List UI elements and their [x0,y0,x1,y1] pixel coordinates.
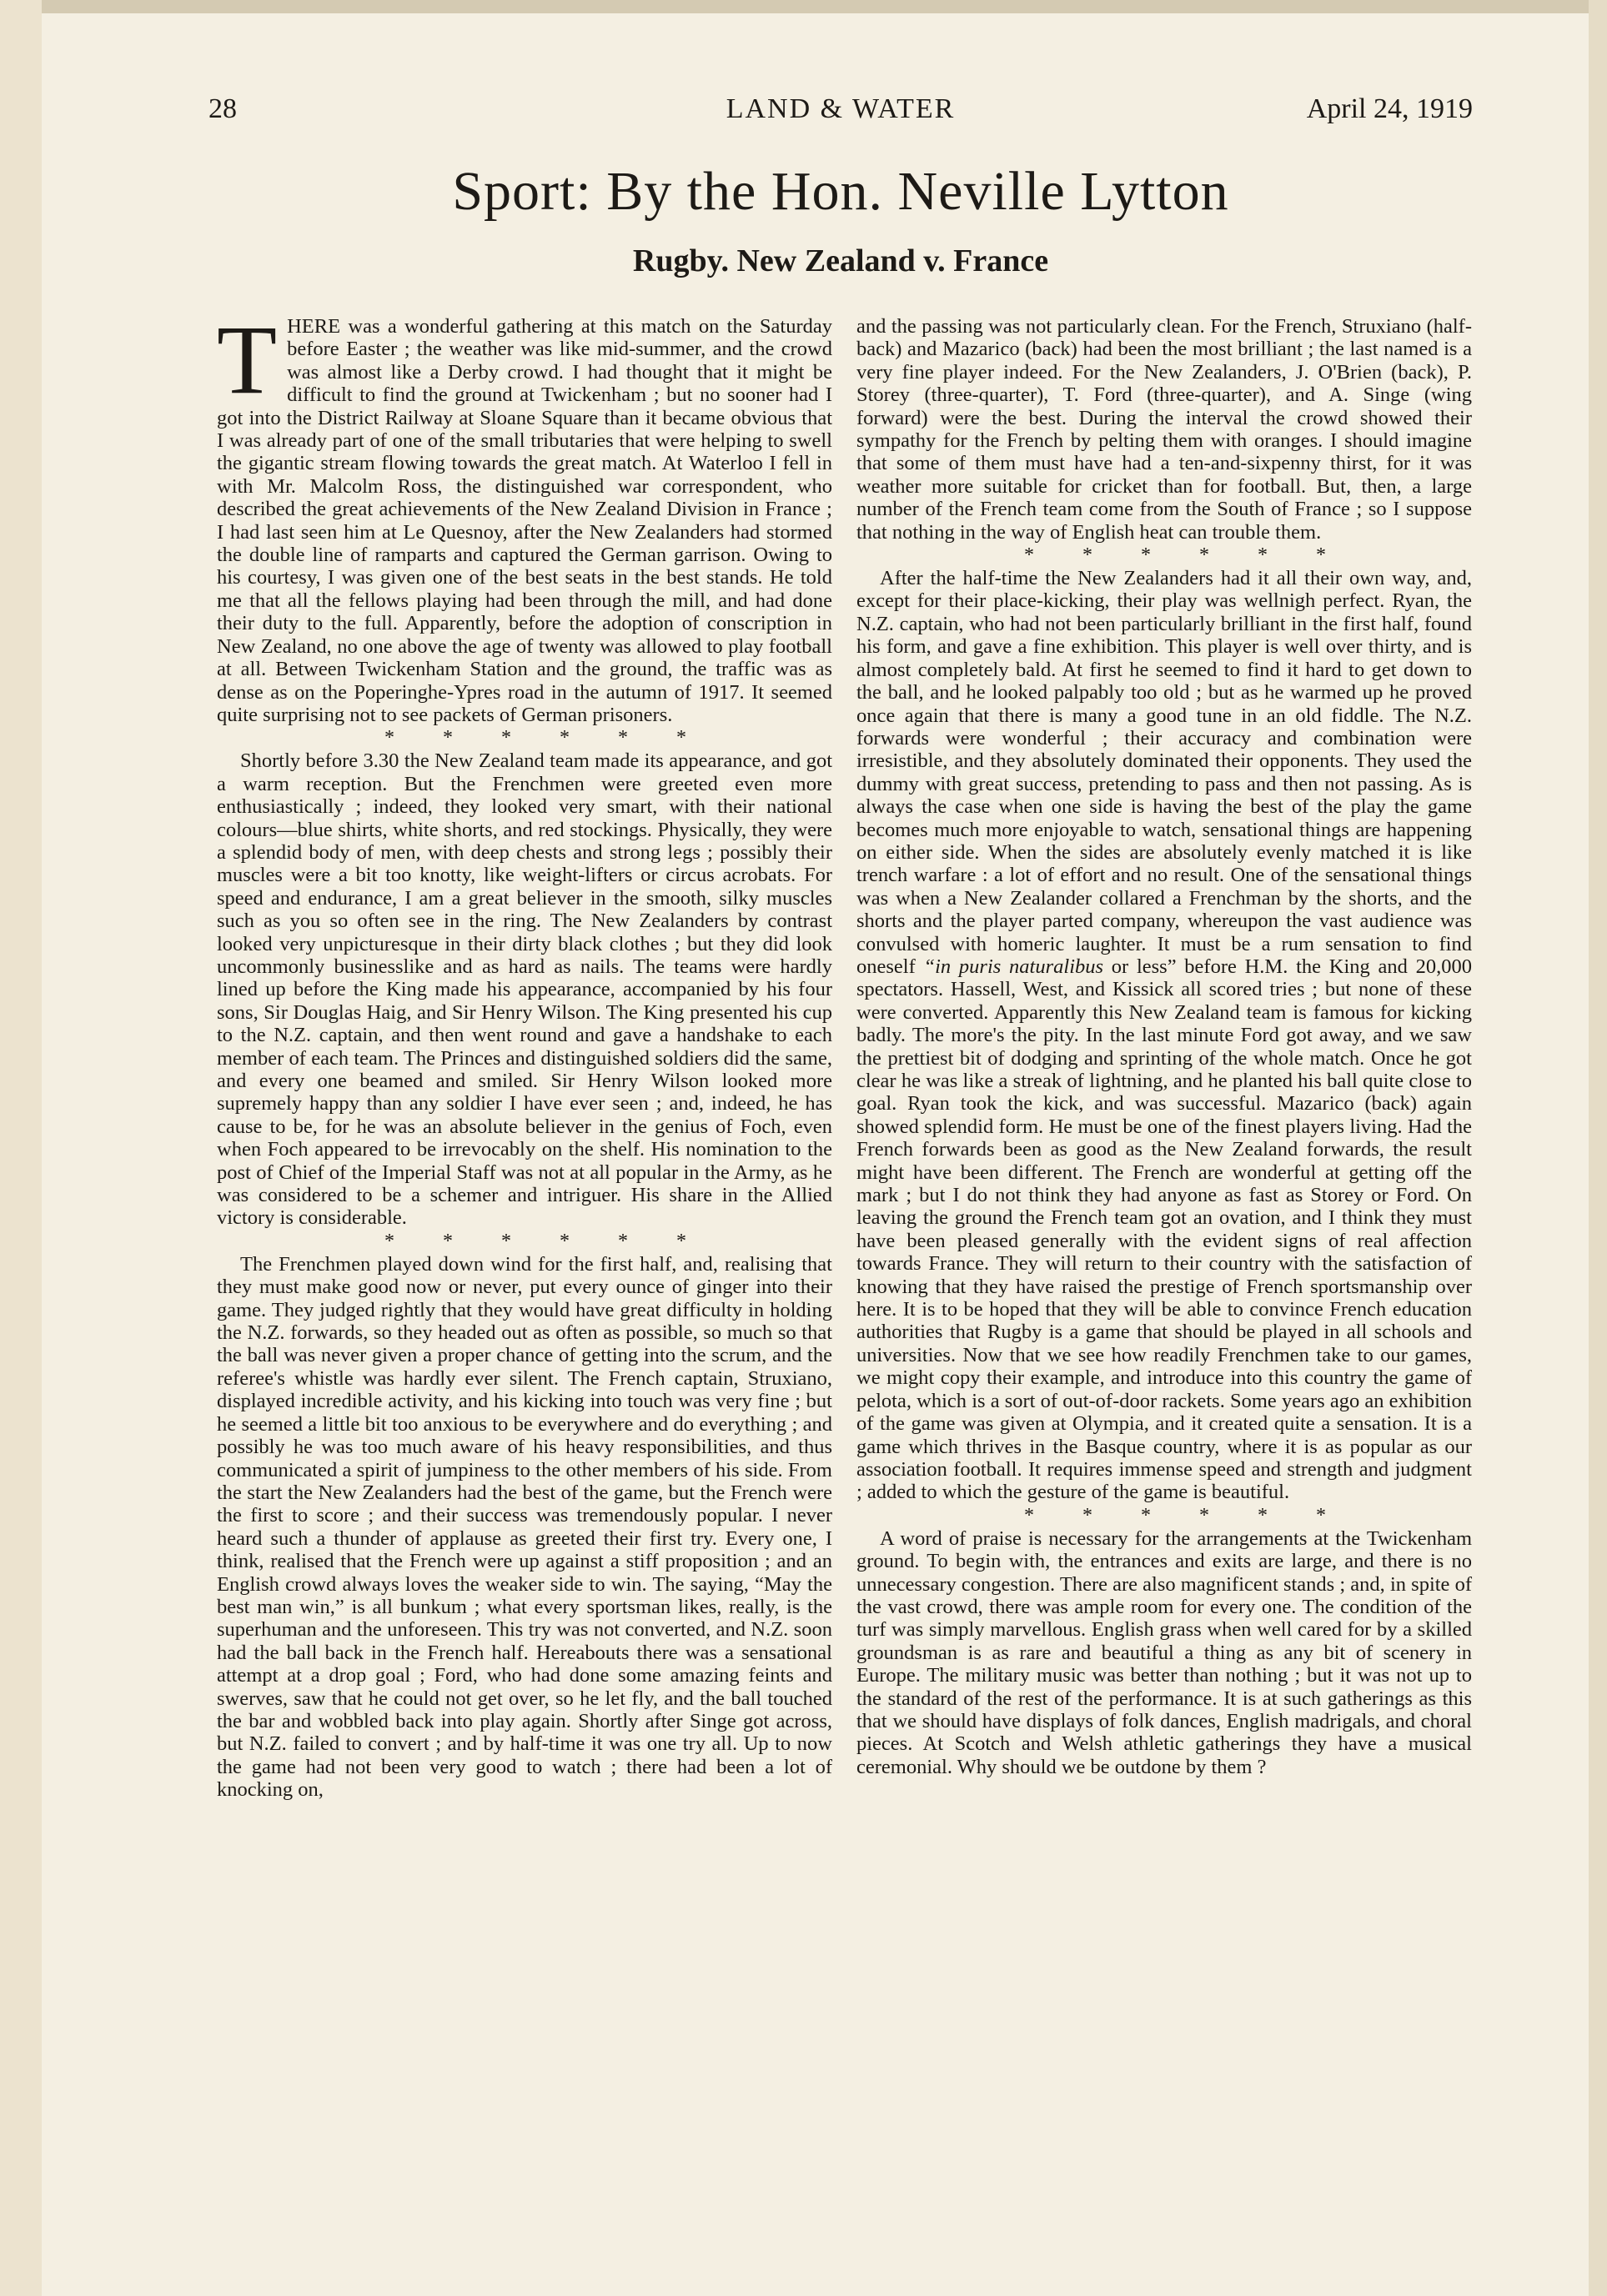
paragraph: A word of praise is necessary for the arrangements at the Twickenham ground. To begin with, the entrances and exits are large, and there is no unnecessary congestion. There are also magnificent stands ; and, in spite of the vast crowd, there was ample room for every one. The condition of the turf was simply marvellous. English grass when well cared for by a skilled groundsman is as rare and beautiful a thing as any bit of scenery in Europe. The military music was better than nothing ; but it was not up to the standard of the rest of the performance. It is at such gatherings as this that we should have displays of folk dances, English madrigals, and choral pieces. At Scotch and Welsh athletic gatherings they have a musical ceremonial. Why should we be outdone by them ? [856,1526,1472,1778]
paragraph [856,567,1472,1504]
page-number: 28 [208,93,237,124]
page-left-edge [0,0,42,2296]
paragraph-text: HERE was a wonderful gathering at this match on the Saturday before Easter ; the weather was like mid-summer, and the crowd was almost like a Derby crowd. I had thought that it might be difficult to find the ground at Twickenham ; but no sooner had I got into the District Railway at Sloane Square than it became obvious that I was already part of one of the small tributaries that were helping to swell the gigantic stream flowing towards the great match. At Waterloo I fell in with Mr. Malcolm Ross, the distinguished war correspondent, who described the great achievements of the New Zealand Division in France ; I had last seen him at Le Quesnoy, after the New Zealanders had stormed the double line of ramparts and captured the German garrison. Owing to his courtesy, I was given one of the best seats in the best stands. He told me that all the fellows playing had been through the mill, and had done their duty to the full. Apparently, before the adoption of conscription in New Zealand, no one above the age of twenty was allowed to play football at all. Between Twickenham Station and the ground, the traffic was as dense as on the Poperinghe-Ypres road in the autumn of 1917. It seemed quite surprising not to see packets of German prisoners. [217,315,832,726]
drop-cap: T [217,305,278,414]
right-column [856,315,1472,1778]
paragraph-text: After the half-time the New Zealanders had it all their own way, and, except for their place-kicking, their play was wellnigh perfect. Ryan, the N.Z. captain, who had not been particularly brilliant in the first half, found his form, and gave a fine exhibition. This player is well over thirty, and is almost completely bald. At first he seemed to find it hard to get down to the ball, and he looked palpably too old ; but as he warmed up he proved once again that there is many a good tune in an old fiddle. The N.Z. forwards were wonderful ; their accuracy and combination were irresistible, and they absolutely dominated their opponents. They used the dummy with great success, pretending to pass and then not passing. As is always the case when one side is having the best of the play the game becomes much more enjoyable to watch, sensational things are happening on either side. When the sides are absolutely evenly matched it is like trench warfare : a lot of effort and no result. One of the sensational things was when a New Zealander collared a Frenchman by the shorts, and the shorts and the player parted company, whereupon the vast audience was convulsed with homeric laughter. It must be a rum sensation to find oneself [856,567,1472,978]
left-column [217,305,832,1802]
paragraph: and the passing was not particularly clean. For the French, Struxiano (half-back) and Mazarico (back) had been the most brilliant ; the last named is a very fine player indeed. For the New Zealanders, J. O'Brien (back), P. Storey (three-quarter), T. Ford (three-quarter), and A. Singe (wing forward) were the best. During the interval the crowd showed their sympathy for the French by pelting them with oranges. I should imagine that some of them must have had a ten-and-sixpenny thirst, for it was weather more suitable for cricket than for football. But, then, a large number of the French team come from the South of France ; so I suppose that nothing in the way of English heat can trouble them. [856,315,1472,544]
section-break: * * * * * * [384,727,688,749]
paragraph: Shortly before 3.30 the New Zealand team made its appearance, and got a warm reception. But the Frenchmen were greeted even more enthusiastically ; indeed, they looked very smart, with their national colours—blue shirts, white shorts, and red stockings. Physically, they were a splendid body of men, with deep chests and strong legs ; possibly their muscles were a bit too knotty, like weight-lifters or circus acrobats. For speed and endurance, I am a great believer in the smooth, silky muscles such as you so often see in the ring. The New Zealanders by contrast looked very unpicturesque in their dirty black clothes ; but they did look uncommonly businesslike and as hard as nails. The teams were hardly lined up before the King made his appearance, accompanied by his four sons, Sir Douglas Haig, and Sir Henry Wilson. The King presented his cup to the N.Z. captain, and then went round and gave a handshake to each member of each team. The Princes and distinguished soldiers did the same, and every one beamed and smiled. Sir Henry Wilson looked more supremely happy than any soldier I have ever seen ; and, indeed, he has cause to be, for he was an absolute believer in the genius of Foch, even when Foch appeared to be irrevocably on the shelf. His nomination to the post of Chief of the Imperial Staff was not at all popular in the Army, as he was considered to be a schemer and intriguer. His share in the Allied victory is considerable. [217,749,832,1230]
article-subtitle: Rugby. New Zealand v. France [632,243,1049,278]
section-break: * * * * * * [384,1230,688,1252]
running-head [208,93,1473,130]
article-title: Sport: By the Hon. Neville Lytton [452,161,1229,222]
page-right-edge [1589,0,1607,2296]
section-break: * * * * * * [1024,1504,1328,1526]
section-break: * * * * * * [1024,544,1328,567]
page-top-edge [0,0,1607,13]
journal-name: LAND & WATER [726,93,956,124]
paragraph: The Frenchmen played down wind for the first half, and, realising that they must make good now or never, put every ounce of ginger into their game. They judged rightly that they would have great difficulty in holding the N.Z. forwards, so they headed out as often as possible, so much so that the ball was never given a proper chance of getting into the scrum, and the referee's whistle was hardly ever silent. The French captain, Struxiano, displayed incredible activity, and his kicking into touch was very fine ; but he seemed a little bit too anxious to be everywhere and do everything ; and possibly he was too much aware of his heavy responsibilities, and thus communicated a spirit of jumpiness to the other members of his side. From the start the New Zealanders had the best of the game, but the French were the first to score ; and their success was tremendously popular. I never heard such a thunder of applause as greeted their first try. Every one, I think, realised that the French were up against a stiff proposition ; and an English crowd always loves the weaker side to win. The saying, “May the best man win,” is all bunkum ; what every sportsman likes, really, is the superhuman and the unforeseen. This try was not converted, and N.Z. soon had the ball back in the French half. Hereabouts there was a sensational attempt at a drop goal ; Ford, who had done some amazing feints and swerves, saw that he could not get over, so he let fly, and the ball touched the bar and wobbled back into play again. Shortly after Singe got across, but N.Z. failed to convert ; and by half-time it was one try all. Up to now the game had not been very good to watch ; there had been a lot of knocking on, [217,1252,832,1802]
paragraph [217,305,832,726]
paragraph-text: or less” before H.M. the King and 20,000 spectators. Hassell, West, and Kissick all scored tries ; but none of these were converted. Apparently this New Zealand team is famous for kicking badly. The more's the pity. In the last minute Ford got away, and we saw the prettiest bit of dodging and sprinting of the whole match. Once he got clear he was like a streak of lightning, and he planted his ball quite close to goal. Ryan took the kick, and was successful. Mazarico (back) again showed splendid form. He must be one of the finest players living. Had the French forwards been as good as the New Zealand forwards, the result might have been different. The French are wonderful at getting off the mark ; but I do not think they had anyone as fast as Storey or Ford. On leaving the ground the French team got an ovation, and I think they must have been pleased generally with the evident signs of real affection towards France. They will return to their country with the satisfaction of knowing that they have raised the prestige of French sportsmanship over here. It is to be hoped that they will be able to convince French education authorities that Rugby is a game that should be played in all schools and universities. Now that we see how readily Frenchmen take to our games, we might copy their example, and introduce into this country the game of pelota, which is a sort of out-of-door rackets. Some years ago an exhibition of the game was given at Olympia, and it created quite a sensation. It is a game which thrives in the Basque country, where it is as popular as our association football. It requires immense speed and strength and judgment ; added to which the gesture of the game is beautiful. [856,955,1472,1504]
issue-date: April 24, 1919 [1306,93,1473,124]
italic-phrase: “in puris naturalibus [923,955,1104,978]
